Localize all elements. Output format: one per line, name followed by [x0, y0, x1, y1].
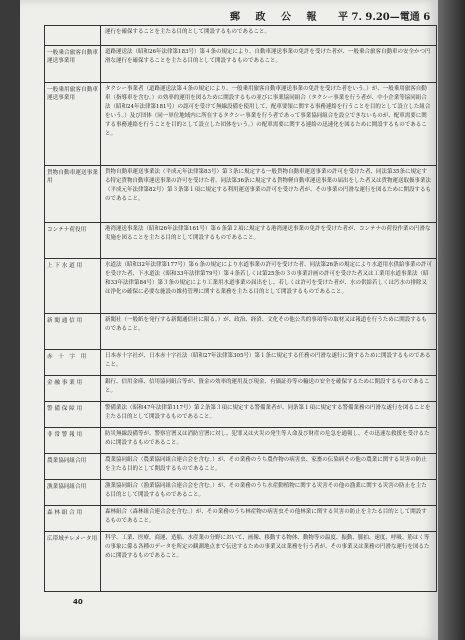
issue-date: 平 7. 9.20—電通 6 — [338, 12, 431, 23]
table-row — [45, 506, 437, 532]
row-category: 一般乗合旅客自動車運送事業用 — [45, 46, 101, 83]
row-category: 貨物自動車運送事業用 — [45, 166, 101, 223]
row-description: 銀行、信用金庫、信用協同組合等が、資金の効率的運用及び現金、有価証券等の輸送の安全を確保するために開設するものであること。 — [101, 376, 437, 402]
row-description: 科学、工業、医療、商運、造船、水産業の分野において、画像、移動する物体、動物等の温度、振動、脈拍、速度、呼吸、筋はく等の事象に係る各種のデータを所定の観測地点まで伝送するための事業又は業務を行う者が、その事業又は業務の円滑な運行を図るために開設するものであること。 — [101, 532, 437, 592]
row-description: 港湾運送事業法（昭和26年法律第161号）第６条第２項に規定する港湾運送事業の免許を受けた者が、コンテナの荷役作業の円滑な実施を図ることを主たる目的として開設するものであること。 — [101, 223, 437, 259]
row-category: 森 林 組 合 用 — [45, 506, 101, 532]
row-category: 一般乗用旅客自動車運送事業用 — [45, 83, 101, 166]
row-category: 広帯域テレメータ用 — [45, 532, 101, 592]
row-description: 新聞社（一般紙を発行する新聞通信社に限る。）が、政治、経済、文化その他公共的事項等の取材又は報道を行うために開設するものであること。 — [101, 314, 437, 350]
table-row — [45, 376, 437, 402]
row-description: 貨物自動車運送事業法（平成元年法律第83号）第３条に規定する一般貨物自動車運送事業の許可を受けた者、同法第35条に規定する特定貨物自動車運送事業の許可を受けた者、同法第36条に規定する貨物軽自動車運送事業の届出をした者又は貨物運送取扱事業法（平成元年法律第82号）第３条第１項に規定する利用運送事業の許可を受けた者が、その事業の円滑な運行を図るために開設するものであること。 — [101, 166, 437, 223]
table-row — [45, 532, 437, 592]
row-category: コンテナ荷役用 — [45, 223, 101, 259]
table-row — [45, 350, 437, 376]
row-category: 漁業協同組合用 — [45, 480, 101, 506]
row-category: 赤 十 字 用 — [45, 350, 101, 376]
row-category: 警 備 保 障 用 — [45, 402, 101, 428]
table-row — [45, 223, 437, 259]
row-category — [45, 26, 101, 46]
page-number: 40 — [73, 598, 83, 606]
row-description: タクシー事業者（道路運送法第４条の規定により、一般乗用旅客自動車運送事業の免許を受けた者をいう。）が、一般乗用旅客自動車（指導車を含む。）の効率的運用を図るために開設するもの並びに事業協同組合（タクシー事業を行う者が、中小企業等協同組合法（昭和24年法律第181号）の認可を受けて無線設備を使用して、配車要領に関する事務連絡を行うことを目的として設立した組合をいう。）及び団体（同一単位地域内に所在するタクシー事業を行う者であって事業協同組合を設立できないものが、配車需要に関する事務連絡を行うことを目的として設立した団体をいう。）の配車需要に関する連絡の迅速化を図るために開設するものであること。 — [101, 83, 437, 166]
row-description: 警備業法（昭和47年法律第117号）第２条第３項に規定する警備業者が、同条第１項に規定する警備業務の円滑な遂行を図ることを主たる目的として開設するものであること。 — [101, 402, 437, 428]
table-row — [45, 402, 437, 428]
book-edge-shadow — [438, 0, 465, 640]
row-category: 非 常 警 報 用 — [45, 428, 101, 454]
publication-title: 郵 政 公 報 — [230, 12, 323, 23]
table-row — [45, 454, 437, 480]
row-description: 防災無線設備等が、警察官署又は消防官署に対し、犯罪又は火災の発生等人命及び財産の危急を通報し、その迅速な救援を受けるために開設するものであること。 — [101, 428, 437, 454]
table-row — [45, 314, 437, 350]
table-row — [45, 166, 437, 223]
table-row — [45, 259, 437, 314]
row-description: 森林組合（森林組合連合会を含む。）が、その業務のうち林産物の病害虫その他林業に関する災害の防止を主たる目的として開設するものであること。 — [101, 506, 437, 532]
row-description: 道路運送法（昭和26年法律第183号）第４条の規定により、自動車運送事業の免許を受けた者が、一般乗合旅客自動車の安全かつ円滑な運行を確保することを主たる目的として開設するものであること。 — [101, 46, 437, 83]
table-row — [45, 480, 437, 506]
row-category: 上 下 水 道 用 — [45, 259, 101, 314]
row-category: 金 融 事 業 用 — [45, 376, 101, 402]
row-description: 漁業協同組合（漁業協同組合連合会を含む。）が、その業務のうち水産動植物に関する災害その他の漁業に関する災害の防止を主たる目的として開設するものであること。 — [101, 480, 437, 506]
purpose-table — [44, 25, 437, 592]
table-row — [45, 26, 437, 46]
row-description: 農業協同組合（農業協同組合連合会を含む。）が、その業務のうち農作物の病害虫、家畜の伝染病その他の農業に関する災害の防止を主たる目的として開設するものであること。 — [101, 454, 437, 480]
table-row — [45, 428, 437, 454]
row-description: 日本赤十字社が、日本赤十字社法（昭和27年法律第305号）第１条に規定する任務の円滑な遂行に資するために開設するものであること。 — [101, 350, 437, 376]
row-description: 水道法（昭和32年法律第177号）第６条の規定により水道事業の許可を受けた者、同法第26条の規定により水道用水供給事業の許可を受けた者、下水道法（昭和33年法律第79号）第４条若しくは第25条の３の事業計画の許可を受けた者又は工業用水道事業法（昭和33年法律第84号）第３条の規定により工業用水道事業の届出をし、若しくは許可を受けた者が、水の供給若しくは汚水の排除又は浄化の確保に必要な施設の維持管理に関する業務を主たる目的として開設するものであること。 — [101, 259, 437, 314]
row-category: 新 聞 通 信 用 — [45, 314, 101, 350]
row-category: 農業協同組合用 — [45, 454, 101, 480]
row-description: 運行を確保することを主たる目的として開設するものであること。 — [101, 26, 437, 46]
table-row — [45, 46, 437, 83]
table-row — [45, 83, 437, 166]
